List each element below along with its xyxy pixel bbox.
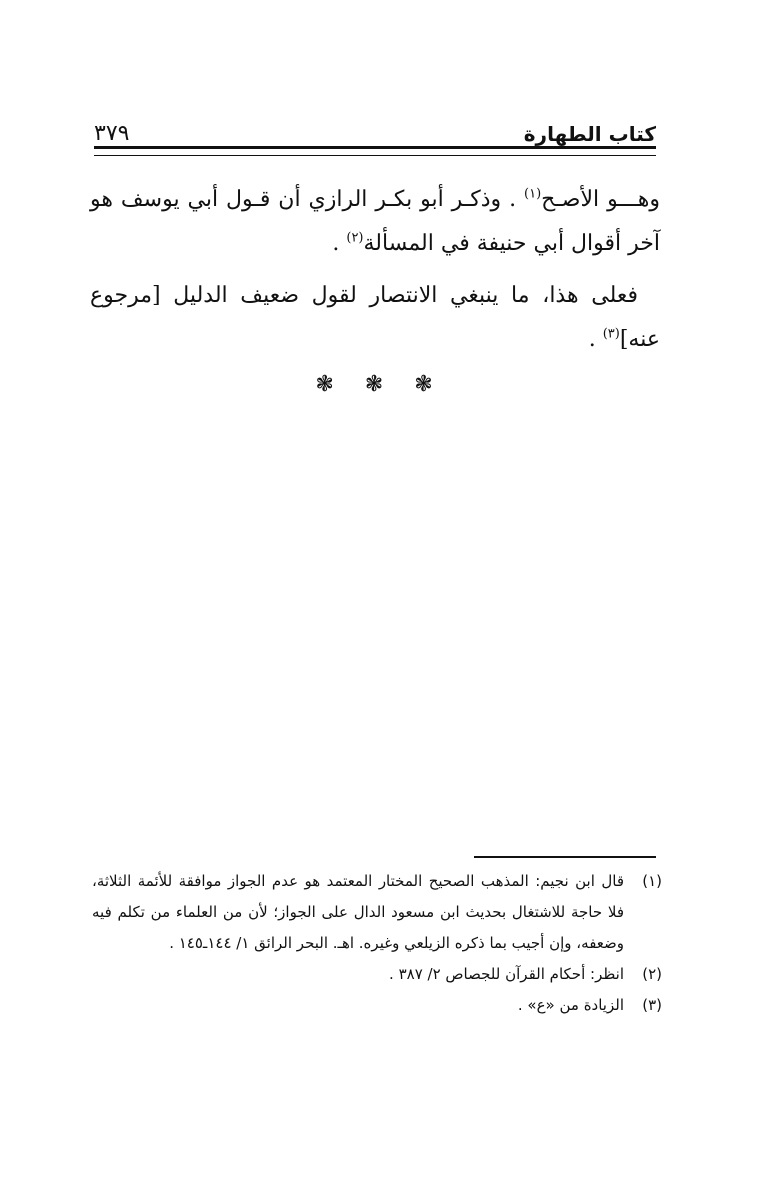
- footnote-number: (٢): [642, 965, 662, 983]
- footnote-rule: [474, 856, 656, 858]
- paragraph-2: [90, 274, 660, 362]
- footnote-text: انظر: أحكام القرآن للجصاص ٢/ ٣٨٧ .: [389, 965, 624, 983]
- footnotes: [92, 866, 662, 1021]
- paragraph-2-end: .: [588, 327, 603, 352]
- main-text: [90, 178, 660, 362]
- paragraph-1-part-a: وهـــو الأصـح: [541, 187, 661, 212]
- header-double-rule: [94, 146, 656, 156]
- footnote-text: الزيادة من «ع» .: [517, 996, 624, 1014]
- footnote-ref-2: (٢): [346, 230, 364, 246]
- footnote-2: [92, 959, 662, 990]
- paragraph-2-text: فعلى هذا، ما ينبغي الانتصار لقول ضعيف الدليل [مرجوع عنه]: [90, 283, 660, 352]
- section-separator: ❃ ❃ ❃: [315, 372, 445, 397]
- page-number: ٣٧٩: [94, 121, 130, 146]
- footnote-ref-1: (١): [524, 186, 542, 202]
- paragraph-1: [90, 178, 660, 266]
- footnote-1: [92, 866, 662, 959]
- footnote-number: (٣): [642, 996, 662, 1014]
- footnote-3: [92, 990, 662, 1021]
- paragraph-1-end: .: [332, 231, 347, 256]
- chapter-title: كتاب الطهارة: [523, 122, 656, 146]
- footnote-ref-3: (٣): [602, 326, 620, 342]
- footnote-number: (١): [642, 872, 662, 890]
- running-header: [94, 112, 656, 146]
- footnote-text: قال ابن نجيم: المذهب الصحيح المختار المعتمد هو عدم الجواز موافقة للأئمة الثلاثة، فلا حاجة للاشتغال بحديث ابن مسعود الدال على الجواز؛ لأن من العلماء من تكلم فيه وضعفه، وإن أجيب بما ذكره الزيلعي وغيره. اهـ. البحر الرائق ١/ ١٤٤ـ١٤٥ .: [92, 872, 624, 952]
- paragraph-1-part-b: . وذكـر أبو بكـر الرازي أن قـول أبي يوسف هو آخر أقوال أبي حنيفة في المسألة: [90, 187, 660, 256]
